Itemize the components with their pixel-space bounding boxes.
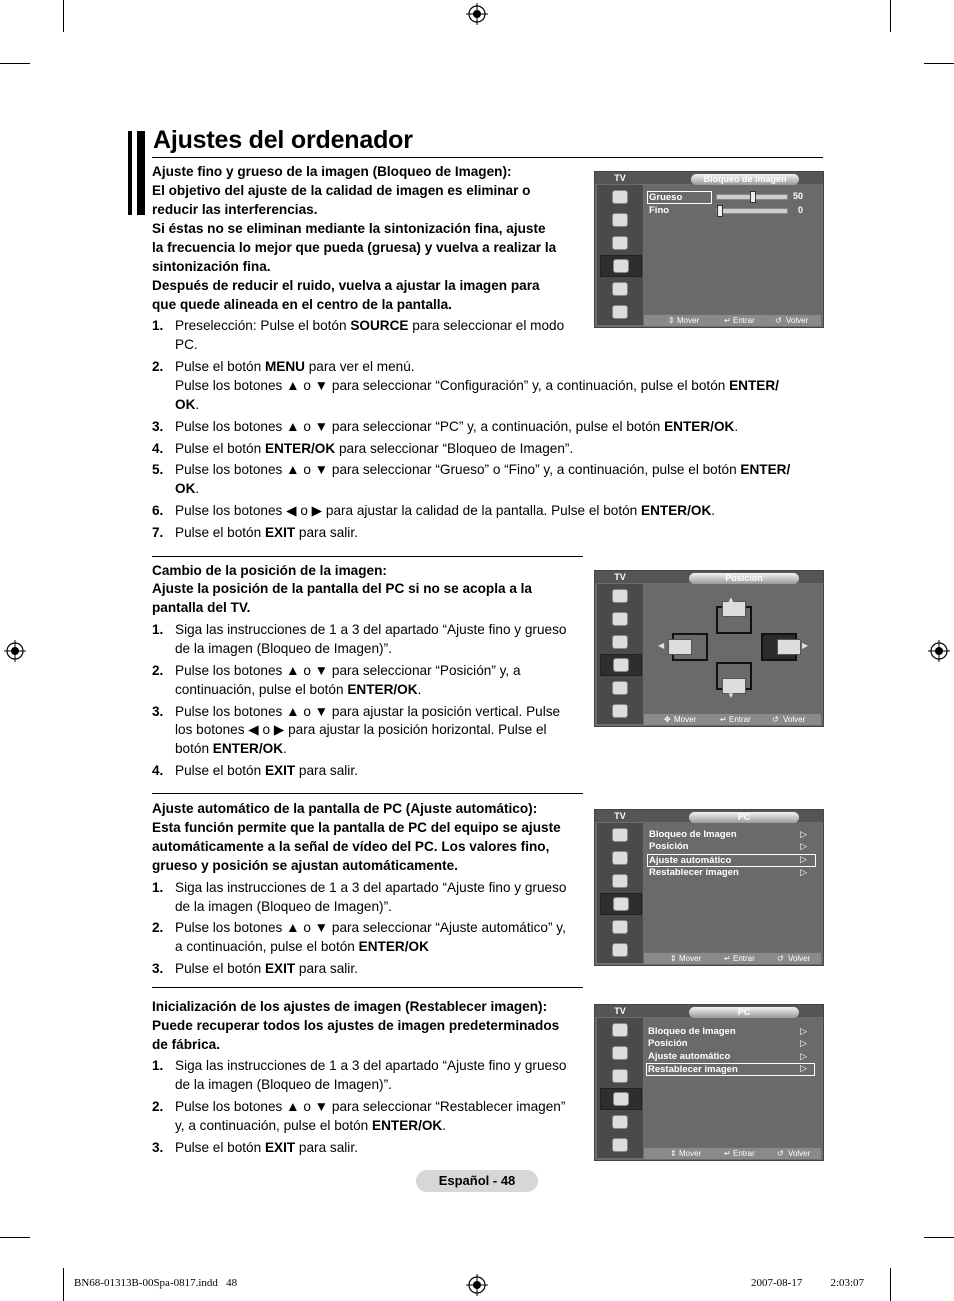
move-icon: ⇕ xyxy=(670,1149,677,1158)
move-icon: ⇕ xyxy=(670,954,677,963)
osd-content xyxy=(644,1018,821,1147)
step-number: 2. xyxy=(152,1099,164,1114)
crop-mark xyxy=(0,1237,30,1238)
enter-icon: ↵ xyxy=(724,1149,731,1158)
step-text: Pulse el botón MENU para ver el menú. xyxy=(175,359,415,374)
setup-icon xyxy=(600,1088,642,1110)
channel-icon xyxy=(600,632,640,652)
sound-icon xyxy=(600,1043,640,1063)
position-box-left xyxy=(672,633,708,661)
enter-icon: ↵ xyxy=(724,316,731,325)
step-number: 3. xyxy=(152,961,164,976)
picture-icon xyxy=(600,586,640,606)
step-number: 4. xyxy=(152,441,164,456)
paragraph: la frecuencia lo mejor que pueda (gruesa) y vuelva a realizar la xyxy=(152,240,557,255)
osd-title: PC xyxy=(689,812,799,823)
setup-icon xyxy=(600,654,642,676)
file-info: BN68-01313B-00Spa-0817.indd 48 xyxy=(74,1277,238,1289)
osd-value-grueso: 50 xyxy=(793,191,804,201)
step-text: Siga las instrucciones de 1 a 3 del apartado “Ajuste fino y grueso xyxy=(175,880,567,895)
section-heading: Cambio de la posición de la imagen: xyxy=(152,563,387,578)
crop-mark xyxy=(0,63,30,64)
step-text: Pulse los botones ▲ o ▼ para seleccionar “Restablecer imagen” xyxy=(175,1099,566,1114)
step-text: Pulse el botón EXIT para salir. xyxy=(175,525,358,540)
section-heading: Inicialización de los ajustes de imagen (Restablecer imagen): xyxy=(152,999,548,1014)
step-text: Pulse los botones ▲ o ▼ para ajustar la posición vertical. Pulse xyxy=(175,704,561,719)
section-rule xyxy=(152,793,583,794)
osd-sidebar xyxy=(597,185,643,325)
chevron-right-icon: ▷ xyxy=(800,829,807,839)
print-date: 2007-08-17    2:03:07 xyxy=(751,1277,865,1289)
osd-item-posicion: Posición xyxy=(649,841,689,852)
registration-mark-icon xyxy=(466,1274,488,1296)
osd-footer: ⇕ Mover ↵ Entrar ↺ Volver xyxy=(644,315,821,326)
step-number: 2. xyxy=(152,663,164,678)
osd-footer: ⇕ Mover ↵ Entrar ↺ Volver xyxy=(644,1148,821,1159)
step-number: 1. xyxy=(152,880,164,895)
step-text: a continuación, pulse el botón ENTER/OK xyxy=(175,939,429,954)
osd-screen-posicion xyxy=(594,570,824,727)
return-icon: ↺ xyxy=(772,715,779,724)
step-text: Pulse los botones ▲ o ▼ para seleccionar “Configuración” y, a continuación, pulse el botón ENTER/ xyxy=(175,378,779,393)
step-text: los botones ◀ o ▶ para ajustar la posición horizontal. Pulse el xyxy=(175,722,547,737)
step-text: Pulse los botones ▲ o ▼ para seleccionar “Ajuste automático” y, xyxy=(175,920,566,935)
osd-item-fino: Fino xyxy=(649,205,670,216)
arrow-up-icon: ▲ xyxy=(727,595,735,604)
enter-icon: ↵ xyxy=(720,715,727,724)
osd-slider-fino xyxy=(716,208,788,214)
step-text: y, a continuación, pulse el botón ENTER/OK. xyxy=(175,1118,447,1133)
crop-mark xyxy=(924,63,954,64)
osd-value-fino: 0 xyxy=(798,205,804,215)
osd-footer: ⇕ Mover ↵ Entrar ↺ Volver xyxy=(644,953,821,964)
chevron-right-icon: ▷ xyxy=(800,1038,807,1048)
step-text: Pulse el botón EXIT para salir. xyxy=(175,1140,358,1155)
arrow-down-icon: ▼ xyxy=(727,691,735,700)
chevron-right-icon: ▷ xyxy=(800,1063,807,1073)
application-icon xyxy=(600,302,640,322)
return-icon: ↺ xyxy=(775,316,782,325)
chevron-right-icon: ▷ xyxy=(800,1026,807,1036)
paragraph: Si éstas no se eliminan mediante la sintonización fina, ajuste xyxy=(152,221,546,236)
sound-icon xyxy=(600,848,640,868)
paragraph: Después de reducir el ruido, vuelva a ajustar la imagen para xyxy=(152,278,540,293)
channel-icon xyxy=(600,1066,640,1086)
registration-mark-icon xyxy=(4,640,26,662)
paragraph: Ajuste la posición de la pantalla del PC si no se acopla a la xyxy=(152,581,532,596)
paragraph: automáticamente a la señal de vídeo del PC. Los valores fino, xyxy=(152,839,550,854)
application-icon xyxy=(600,701,640,721)
step-text: Pulse el botón ENTER/OK para seleccionar “Bloqueo de Imagen”. xyxy=(175,441,574,456)
osd-tv-label: TV xyxy=(614,1006,626,1016)
step-text: Siga las instrucciones de 1 a 3 del apartado “Ajuste fino y grueso xyxy=(175,1058,567,1073)
step-text: OK. xyxy=(175,481,200,496)
crop-mark xyxy=(890,1268,891,1301)
enter-icon: ↵ xyxy=(724,954,731,963)
arrow-right-icon: ▶ xyxy=(802,641,809,650)
title-decoration xyxy=(128,131,132,215)
chevron-right-icon: ▷ xyxy=(800,1051,807,1061)
osd-slider-knob xyxy=(750,191,756,203)
move-icon: ✥ xyxy=(664,715,671,724)
step-text: continuación, pulse el botón ENTER/OK. xyxy=(175,682,422,697)
osd-item-restablecer: Restablecer imagen xyxy=(649,867,739,878)
crop-mark xyxy=(63,1268,64,1301)
osd-tv-label: TV xyxy=(614,173,626,183)
step-text: Pulse el botón EXIT para salir. xyxy=(175,763,358,778)
osd-item-posicion: Posición xyxy=(648,1038,688,1049)
chevron-right-icon: ▷ xyxy=(800,854,807,864)
step-text: Pulse los botones ▲ o ▼ para seleccionar “Grueso” o “Fino” y, a continuación, pulse el botón ENTER/ xyxy=(175,462,791,477)
section-rule xyxy=(152,987,583,988)
step-number: 6. xyxy=(152,503,164,518)
position-box-right xyxy=(761,633,797,661)
paragraph: grueso y posición se ajustan automáticamente. xyxy=(152,858,458,873)
osd-item-ajuste-automatico: Ajuste automático xyxy=(647,854,816,867)
return-icon: ↺ xyxy=(777,954,784,963)
move-icon: ⇕ xyxy=(668,316,675,325)
osd-screen-bloqueo xyxy=(594,171,824,328)
osd-title: Posición xyxy=(689,573,799,584)
input-icon xyxy=(600,279,640,299)
paragraph: que quede alineada en el centro de la pantalla. xyxy=(152,297,452,312)
step-number: 4. xyxy=(152,763,164,778)
picture-icon xyxy=(600,187,640,207)
application-icon xyxy=(600,940,640,960)
osd-content xyxy=(644,823,821,952)
osd-title: Bloqueo de Imagen xyxy=(691,174,799,185)
paragraph: Esta función permite que la pantalla de PC del equipo se ajuste xyxy=(152,820,561,835)
osd-slider-knob xyxy=(717,205,723,217)
crop-mark xyxy=(890,0,891,32)
step-text: botón ENTER/OK. xyxy=(175,741,287,756)
osd-sidebar xyxy=(597,1018,643,1158)
step-number: 7. xyxy=(152,525,164,540)
title-decoration xyxy=(137,131,145,215)
osd-item-ajuste-automatico: Ajuste automático xyxy=(648,1051,731,1062)
paragraph: de fábrica. xyxy=(152,1037,220,1052)
osd-item-grueso: Grueso xyxy=(647,191,712,204)
crop-mark xyxy=(63,0,64,32)
osd-title: PC xyxy=(689,1007,799,1018)
osd-content xyxy=(644,584,821,713)
step-number: 1. xyxy=(152,622,164,637)
input-icon xyxy=(600,678,640,698)
step-text: Preselección: Pulse el botón SOURCE para seleccionar el modo xyxy=(175,318,565,333)
input-icon xyxy=(600,1112,640,1132)
registration-mark-icon xyxy=(928,640,950,662)
step-number: 3. xyxy=(152,704,164,719)
step-number: 1. xyxy=(152,1058,164,1073)
section-heading: Ajuste automático de la pantalla de PC (Ajuste automático): xyxy=(152,801,538,816)
step-text: de la imagen (Bloqueo de Imagen)”. xyxy=(175,899,392,914)
crop-mark xyxy=(924,1237,954,1238)
channel-icon xyxy=(600,233,640,253)
picture-icon xyxy=(600,825,640,845)
paragraph: El objetivo del ajuste de la calidad de imagen es eliminar o xyxy=(152,183,531,198)
input-icon xyxy=(600,917,640,937)
channel-icon xyxy=(600,871,640,891)
chevron-right-icon: ▷ xyxy=(800,841,807,851)
osd-item-bloqueo: Bloqueo de Imagen xyxy=(649,829,737,840)
step-number: 2. xyxy=(152,920,164,935)
step-text: de la imagen (Bloqueo de Imagen)”. xyxy=(175,1077,392,1092)
position-box-bottom xyxy=(716,662,752,690)
setup-icon xyxy=(600,893,642,915)
osd-tv-label: TV xyxy=(614,811,626,821)
page-title: Ajustes del ordenador xyxy=(153,126,413,154)
sound-icon xyxy=(600,210,640,230)
sound-icon xyxy=(600,609,640,629)
registration-mark-icon xyxy=(466,3,488,25)
step-text: Siga las instrucciones de 1 a 3 del apartado “Ajuste fino y grueso xyxy=(175,622,567,637)
osd-content xyxy=(644,185,821,314)
page-number: Español - 48 xyxy=(416,1170,538,1192)
step-text: OK. xyxy=(175,397,200,412)
step-number: 5. xyxy=(152,462,164,477)
paragraph: pantalla del TV. xyxy=(152,600,251,615)
application-icon xyxy=(600,1135,640,1155)
osd-sidebar xyxy=(597,823,643,963)
return-icon: ↺ xyxy=(777,1149,784,1158)
osd-sidebar xyxy=(597,584,643,724)
section-heading: Ajuste fino y grueso de la imagen (Bloqueo de Imagen): xyxy=(152,164,512,179)
step-number: 2. xyxy=(152,359,164,374)
step-number: 3. xyxy=(152,1140,164,1155)
osd-screen-pc-restablecer xyxy=(594,1004,824,1161)
step-text: PC. xyxy=(175,337,198,352)
setup-icon xyxy=(600,255,642,277)
picture-icon xyxy=(600,1020,640,1040)
step-number: 3. xyxy=(152,419,164,434)
position-box-top xyxy=(716,606,752,634)
section-rule xyxy=(152,556,583,557)
osd-tv-label: TV xyxy=(614,572,626,582)
step-text: de la imagen (Bloqueo de Imagen)”. xyxy=(175,641,392,656)
osd-footer: ✥ Mover ↵ Entrar ↺ Volver xyxy=(644,714,821,725)
step-number: 1. xyxy=(152,318,164,333)
paragraph: reducir las interferencias. xyxy=(152,202,318,217)
paragraph: Puede recuperar todos los ajustes de imagen predeterminados xyxy=(152,1018,560,1033)
osd-screen-pc-ajuste xyxy=(594,809,824,966)
arrow-left-icon: ◀ xyxy=(658,641,665,650)
osd-item-bloqueo: Bloqueo de Imagen xyxy=(648,1026,736,1037)
chevron-right-icon: ▷ xyxy=(800,867,807,877)
step-text: Pulse los botones ◀ o ▶ para ajustar la calidad de la pantalla. Pulse el botón ENTER/OK. xyxy=(175,503,716,518)
osd-item-restablecer: Restablecer imagen xyxy=(646,1063,815,1076)
title-rule xyxy=(152,157,823,158)
step-text: Pulse los botones ▲ o ▼ para seleccionar “Posición” y, a xyxy=(175,663,521,678)
step-text: Pulse el botón EXIT para salir. xyxy=(175,961,358,976)
step-text: Pulse los botones ▲ o ▼ para seleccionar “PC” y, a continuación, pulse el botón ENTER/OK. xyxy=(175,419,739,434)
paragraph: sintonización fina. xyxy=(152,259,271,274)
osd-slider-grueso xyxy=(716,194,788,200)
